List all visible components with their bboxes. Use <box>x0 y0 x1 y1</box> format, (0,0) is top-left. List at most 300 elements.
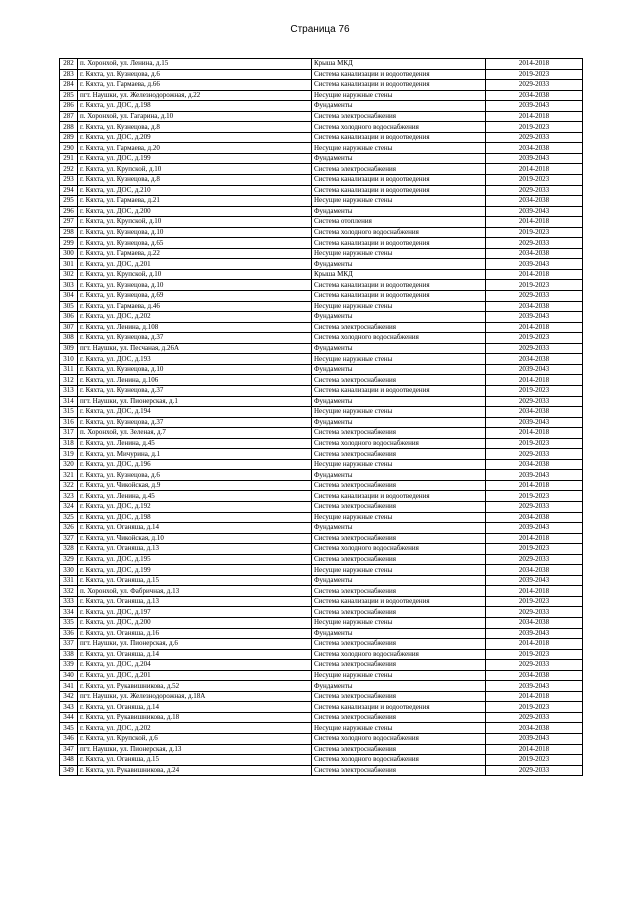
address-cell: г. Кяхта, ул. ДОС, д.200 <box>78 617 312 628</box>
address-cell: г. Кяхта, ул. ДОС, д.209 <box>78 132 312 143</box>
address-cell: пгт. Наушки, ул. Песчаная, д.26А <box>78 343 312 354</box>
table-row <box>60 691 583 702</box>
address-cell: г. Кяхта, ул. ДОС, д.202 <box>78 723 312 734</box>
period-cell: 2039-2043 <box>486 681 583 692</box>
table-row <box>60 765 583 776</box>
system-cell: Фундаменты <box>312 259 486 270</box>
period-cell: 2034-2038 <box>486 301 583 312</box>
address-cell: г. Кяхта, ул. ДОС, д.195 <box>78 554 312 565</box>
period-cell: 2039-2043 <box>486 417 583 428</box>
period-cell: 2014-2018 <box>486 639 583 650</box>
table-row <box>60 111 583 122</box>
system-cell: Система канализации и водоотведения <box>312 69 486 80</box>
address-cell: г. Кяхта, ул. Кузнецова, д.37 <box>78 417 312 428</box>
table-row <box>60 375 583 386</box>
address-cell: г. Кяхта, ул. Ленина, д.108 <box>78 322 312 333</box>
address-cell: п. Хоронхой, ул. Ленина, д.15 <box>78 59 312 70</box>
address-cell: г. Кяхта, ул. Кузнецова, д.37 <box>78 333 312 344</box>
period-cell: 2029-2033 <box>486 291 583 302</box>
system-cell: Система холодного водоснабжения <box>312 333 486 344</box>
address-cell: г. Кяхта, ул. Оганяша, д.14 <box>78 702 312 713</box>
period-cell: 2039-2043 <box>486 312 583 323</box>
system-cell: Крыша МКД <box>312 59 486 70</box>
table-row <box>60 312 583 323</box>
system-cell: Несущие наружные стены <box>312 617 486 628</box>
table-row <box>60 59 583 70</box>
address-cell: пгт. Наушки, ул. Пионерская, д.1 <box>78 396 312 407</box>
period-cell: 2014-2018 <box>486 269 583 280</box>
system-cell: Несущие наружные стены <box>312 723 486 734</box>
system-cell: Фундаменты <box>312 312 486 323</box>
table-row <box>60 459 583 470</box>
period-cell: 2034-2038 <box>486 670 583 681</box>
address-cell: г. Кяхта, ул. Гармаева, д.46 <box>78 301 312 312</box>
row-number-cell: 304 <box>60 291 78 302</box>
period-cell: 2014-2018 <box>486 322 583 333</box>
address-cell: пгт. Наушки, ул. Железнодорожная, д.22 <box>78 90 312 101</box>
table-row <box>60 90 583 101</box>
system-cell: Система электроснабжения <box>312 765 486 776</box>
system-cell: Фундаменты <box>312 206 486 217</box>
system-cell: Система холодного водоснабжения <box>312 755 486 766</box>
period-cell: 2014-2018 <box>486 59 583 70</box>
row-number-cell: 303 <box>60 280 78 291</box>
row-number-cell: 339 <box>60 660 78 671</box>
row-number-cell: 289 <box>60 132 78 143</box>
row-number-cell: 316 <box>60 417 78 428</box>
row-number-cell: 334 <box>60 607 78 618</box>
row-number-cell: 284 <box>60 80 78 91</box>
address-cell: г. Кяхта, ул. ДОС, д.198 <box>78 101 312 112</box>
period-cell: 2029-2033 <box>486 80 583 91</box>
system-cell: Система канализации и водоотведения <box>312 291 486 302</box>
table-row <box>60 723 583 734</box>
row-number-cell: 309 <box>60 343 78 354</box>
system-cell: Система канализации и водоотведения <box>312 702 486 713</box>
address-cell: г. Кяхта, ул. Ленина, д.106 <box>78 375 312 386</box>
period-cell: 2039-2043 <box>486 575 583 586</box>
table-row <box>60 364 583 375</box>
table-row <box>60 132 583 143</box>
address-cell: г. Кяхта, ул. Крупской, д.10 <box>78 269 312 280</box>
address-cell: г. Кяхта, ул. ДОС, д.194 <box>78 407 312 418</box>
table-row <box>60 238 583 249</box>
period-cell: 2019-2023 <box>486 596 583 607</box>
period-cell: 2039-2043 <box>486 628 583 639</box>
table-row <box>60 153 583 164</box>
period-cell: 2019-2023 <box>486 122 583 133</box>
system-cell: Крыша МКД <box>312 269 486 280</box>
address-cell: г. Кяхта, ул. Оганяша, д.14 <box>78 649 312 660</box>
period-cell: 2039-2043 <box>486 206 583 217</box>
table-row <box>60 280 583 291</box>
system-cell: Система канализации и водоотведения <box>312 238 486 249</box>
address-cell: г. Кяхта, ул. ДОС, д.196 <box>78 459 312 470</box>
system-cell: Система электроснабжения <box>312 449 486 460</box>
system-cell: Система электроснабжения <box>312 691 486 702</box>
table-row <box>60 396 583 407</box>
system-cell: Несущие наружные стены <box>312 565 486 576</box>
row-number-cell: 320 <box>60 459 78 470</box>
system-cell: Система канализации и водоотведения <box>312 132 486 143</box>
period-cell: 2034-2038 <box>486 90 583 101</box>
row-number-cell: 288 <box>60 122 78 133</box>
address-cell: г. Кяхта, ул. Гармаева, д.21 <box>78 196 312 207</box>
row-number-cell: 287 <box>60 111 78 122</box>
period-cell: 2029-2033 <box>486 765 583 776</box>
table-row <box>60 554 583 565</box>
row-number-cell: 283 <box>60 69 78 80</box>
system-cell: Система канализации и водоотведения <box>312 280 486 291</box>
period-cell: 2029-2033 <box>486 660 583 671</box>
period-cell: 2019-2023 <box>486 755 583 766</box>
table-row <box>60 185 583 196</box>
row-number-cell: 308 <box>60 333 78 344</box>
system-cell: Система холодного водоснабжения <box>312 544 486 555</box>
row-number-cell: 325 <box>60 512 78 523</box>
system-cell: Система отопления <box>312 217 486 228</box>
period-cell: 2039-2043 <box>486 470 583 481</box>
system-cell: Несущие наружные стены <box>312 143 486 154</box>
period-cell: 2014-2018 <box>486 164 583 175</box>
period-cell: 2014-2018 <box>486 586 583 597</box>
table-row <box>60 617 583 628</box>
system-cell: Система электроснабжения <box>312 607 486 618</box>
system-cell: Система электроснабжения <box>312 164 486 175</box>
system-cell: Система электроснабжения <box>312 712 486 723</box>
table-row <box>60 175 583 186</box>
table-row <box>60 512 583 523</box>
address-cell: г. Кяхта, ул. Кузнецова, д.8 <box>78 122 312 133</box>
period-cell: 2029-2033 <box>486 607 583 618</box>
row-number-cell: 326 <box>60 523 78 534</box>
table-row <box>60 712 583 723</box>
page-title: Страница 76 <box>290 24 350 35</box>
row-number-cell: 324 <box>60 501 78 512</box>
table-row <box>60 660 583 671</box>
period-cell: 2034-2038 <box>486 723 583 734</box>
row-number-cell: 341 <box>60 681 78 692</box>
row-number-cell: 343 <box>60 702 78 713</box>
address-cell: г. Кяхта, ул. Рукавишникова, д.24 <box>78 765 312 776</box>
row-number-cell: 323 <box>60 491 78 502</box>
period-cell: 2029-2033 <box>486 238 583 249</box>
system-cell: Несущие наружные стены <box>312 248 486 259</box>
period-cell: 2029-2033 <box>486 343 583 354</box>
period-cell: 2034-2038 <box>486 196 583 207</box>
period-cell: 2039-2043 <box>486 259 583 270</box>
address-cell: г. Кяхта, ул. Кузнецова, д.6 <box>78 470 312 481</box>
address-cell: г. Кяхта, ул. Ленина, д.45 <box>78 438 312 449</box>
table-row <box>60 639 583 650</box>
period-cell: 2039-2043 <box>486 153 583 164</box>
address-cell: г. Кяхта, ул. Рукавишникова, д.52 <box>78 681 312 692</box>
table-row <box>60 122 583 133</box>
row-number-cell: 292 <box>60 164 78 175</box>
table-row <box>60 69 583 80</box>
row-number-cell: 291 <box>60 153 78 164</box>
period-cell: 2019-2023 <box>486 544 583 555</box>
system-cell: Несущие наружные стены <box>312 90 486 101</box>
row-number-cell: 286 <box>60 101 78 112</box>
address-cell: п. Хоронхой, ул. Гагарина, д.10 <box>78 111 312 122</box>
period-cell: 2034-2038 <box>486 565 583 576</box>
system-cell: Система электроснабжения <box>312 480 486 491</box>
system-cell: Система электроснабжения <box>312 375 486 386</box>
period-cell: 2019-2023 <box>486 438 583 449</box>
row-number-cell: 347 <box>60 744 78 755</box>
table-body <box>60 59 583 776</box>
row-number-cell: 294 <box>60 185 78 196</box>
address-cell: пгт. Наушки, ул. Пионерская, д.13 <box>78 744 312 755</box>
period-cell: 2034-2038 <box>486 143 583 154</box>
table-row <box>60 143 583 154</box>
table-row <box>60 491 583 502</box>
row-number-cell: 327 <box>60 533 78 544</box>
period-cell: 2029-2033 <box>486 185 583 196</box>
table-row <box>60 533 583 544</box>
period-cell: 2029-2033 <box>486 396 583 407</box>
table-row <box>60 575 583 586</box>
address-cell: г. Кяхта, ул. Чикойская, д.9 <box>78 480 312 491</box>
system-cell: Несущие наружные стены <box>312 301 486 312</box>
table-row <box>60 702 583 713</box>
table-row <box>60 734 583 745</box>
row-number-cell: 335 <box>60 617 78 628</box>
row-number-cell: 285 <box>60 90 78 101</box>
row-number-cell: 337 <box>60 639 78 650</box>
row-number-cell: 340 <box>60 670 78 681</box>
period-cell: 2014-2018 <box>486 428 583 439</box>
system-cell: Система холодного водоснабжения <box>312 438 486 449</box>
system-cell: Система электроснабжения <box>312 501 486 512</box>
row-number-cell: 332 <box>60 586 78 597</box>
row-number-cell: 331 <box>60 575 78 586</box>
table-row <box>60 681 583 692</box>
period-cell: 2014-2018 <box>486 375 583 386</box>
system-cell: Система холодного водоснабжения <box>312 649 486 660</box>
system-cell: Система электроснабжения <box>312 744 486 755</box>
table-row <box>60 407 583 418</box>
period-cell: 2039-2043 <box>486 523 583 534</box>
address-cell: г. Кяхта, ул. Оганяша, д.15 <box>78 755 312 766</box>
address-cell: п. Хоронхой, ул. Фабричная, д.13 <box>78 586 312 597</box>
address-cell: г. Кяхта, ул. ДОС, д.210 <box>78 185 312 196</box>
period-cell: 2014-2018 <box>486 744 583 755</box>
address-cell: г. Кяхта, ул. Кузнецова, д.10 <box>78 280 312 291</box>
table-row <box>60 101 583 112</box>
row-number-cell: 307 <box>60 322 78 333</box>
system-cell: Система канализации и водоотведения <box>312 491 486 502</box>
address-cell: пгт. Наушки, ул. Пионерская, д.6 <box>78 639 312 650</box>
system-cell: Система канализации и водоотведения <box>312 596 486 607</box>
address-cell: г. Кяхта, ул. Кузнецова, д.6 <box>78 69 312 80</box>
row-number-cell: 329 <box>60 554 78 565</box>
table-row <box>60 269 583 280</box>
table-row <box>60 628 583 639</box>
address-cell: г. Кяхта, ул. Крупской, д.10 <box>78 217 312 228</box>
system-cell: Система холодного водоснабжения <box>312 122 486 133</box>
system-cell: Система электроснабжения <box>312 428 486 439</box>
row-number-cell: 300 <box>60 248 78 259</box>
table-row <box>60 649 583 660</box>
row-number-cell: 318 <box>60 438 78 449</box>
table-row <box>60 227 583 238</box>
system-cell: Фундаменты <box>312 417 486 428</box>
table-row <box>60 480 583 491</box>
system-cell: Несущие наружные стены <box>312 459 486 470</box>
row-number-cell: 330 <box>60 565 78 576</box>
table-row <box>60 523 583 534</box>
row-number-cell: 313 <box>60 385 78 396</box>
address-cell: г. Кяхта, ул. ДОС, д.198 <box>78 512 312 523</box>
table-row <box>60 333 583 344</box>
row-number-cell: 348 <box>60 755 78 766</box>
row-number-cell: 295 <box>60 196 78 207</box>
table-row <box>60 744 583 755</box>
address-cell: г. Кяхта, ул. ДОС, д.204 <box>78 660 312 671</box>
system-cell: Фундаменты <box>312 343 486 354</box>
table-row <box>60 259 583 270</box>
table-row <box>60 565 583 576</box>
row-number-cell: 297 <box>60 217 78 228</box>
period-cell: 2014-2018 <box>486 111 583 122</box>
table-row <box>60 291 583 302</box>
address-cell: г. Кяхта, ул. Чикойская, д.10 <box>78 533 312 544</box>
period-cell: 2019-2023 <box>486 333 583 344</box>
period-cell: 2019-2023 <box>486 649 583 660</box>
period-cell: 2014-2018 <box>486 691 583 702</box>
address-cell: г. Кяхта, ул. Ленина, д.45 <box>78 491 312 502</box>
system-cell: Фундаменты <box>312 575 486 586</box>
system-cell: Система холодного водоснабжения <box>312 734 486 745</box>
row-number-cell: 349 <box>60 765 78 776</box>
address-cell: г. Кяхта, ул. Рукавишникова, д.18 <box>78 712 312 723</box>
system-cell: Фундаменты <box>312 396 486 407</box>
period-cell: 2029-2033 <box>486 132 583 143</box>
system-cell: Фундаменты <box>312 628 486 639</box>
period-cell: 2014-2018 <box>486 217 583 228</box>
row-number-cell: 293 <box>60 175 78 186</box>
table-row <box>60 417 583 428</box>
period-cell: 2019-2023 <box>486 69 583 80</box>
row-number-cell: 346 <box>60 734 78 745</box>
table-row <box>60 607 583 618</box>
address-cell: г. Кяхта, ул. Кузнецова, д.10 <box>78 227 312 238</box>
system-cell: Система канализации и водоотведения <box>312 80 486 91</box>
table-row <box>60 217 583 228</box>
system-cell: Система электроснабжения <box>312 586 486 597</box>
row-number-cell: 321 <box>60 470 78 481</box>
row-number-cell: 311 <box>60 364 78 375</box>
table-row <box>60 248 583 259</box>
address-cell: г. Кяхта, ул. Оганяша, д.16 <box>78 628 312 639</box>
address-cell: г. Кяхта, ул. Гармаева, д.22 <box>78 248 312 259</box>
address-cell: г. Кяхта, ул. ДОС, д.202 <box>78 312 312 323</box>
table-row <box>60 343 583 354</box>
period-cell: 2034-2038 <box>486 407 583 418</box>
period-cell: 2014-2018 <box>486 480 583 491</box>
address-cell: г. Кяхта, ул. ДОС, д.201 <box>78 259 312 270</box>
address-cell: п. Хоронхой, ул. Зеленая, д.7 <box>78 428 312 439</box>
address-cell: г. Кяхта, ул. Оганяша, д.13 <box>78 544 312 555</box>
row-number-cell: 310 <box>60 354 78 365</box>
address-cell: г. Кяхта, ул. Кузнецова, д.8 <box>78 175 312 186</box>
row-number-cell: 301 <box>60 259 78 270</box>
system-cell: Фундаменты <box>312 681 486 692</box>
address-cell: г. Кяхта, ул. Крупской, д.6 <box>78 734 312 745</box>
table-row <box>60 438 583 449</box>
row-number-cell: 305 <box>60 301 78 312</box>
address-cell: г. Кяхта, ул. Гармаева, д.66 <box>78 80 312 91</box>
address-cell: г. Кяхта, ул. ДОС, д.197 <box>78 607 312 618</box>
row-number-cell: 342 <box>60 691 78 702</box>
row-number-cell: 336 <box>60 628 78 639</box>
row-number-cell: 299 <box>60 238 78 249</box>
table-row <box>60 164 583 175</box>
system-cell: Система холодного водоснабжения <box>312 227 486 238</box>
row-number-cell: 315 <box>60 407 78 418</box>
row-number-cell: 319 <box>60 449 78 460</box>
address-cell: г. Кяхта, ул. Оганяша, д.14 <box>78 523 312 534</box>
period-cell: 2029-2033 <box>486 501 583 512</box>
system-cell: Фундаменты <box>312 364 486 375</box>
table-row <box>60 449 583 460</box>
address-cell: пгт. Наушки, ул. Железнодорожная, д.18А <box>78 691 312 702</box>
address-cell: г. Кяхта, ул. Крупской, д.10 <box>78 164 312 175</box>
row-number-cell: 290 <box>60 143 78 154</box>
row-number-cell: 302 <box>60 269 78 280</box>
table-row <box>60 501 583 512</box>
period-cell: 2039-2043 <box>486 364 583 375</box>
system-cell: Фундаменты <box>312 470 486 481</box>
period-cell: 2034-2038 <box>486 617 583 628</box>
table-row <box>60 196 583 207</box>
table-row <box>60 322 583 333</box>
row-number-cell: 344 <box>60 712 78 723</box>
system-cell: Система электроснабжения <box>312 660 486 671</box>
period-cell: 2039-2043 <box>486 734 583 745</box>
row-number-cell: 314 <box>60 396 78 407</box>
row-number-cell: 317 <box>60 428 78 439</box>
repair-schedule-table <box>59 58 583 776</box>
period-cell: 2014-2018 <box>486 533 583 544</box>
period-cell: 2039-2043 <box>486 101 583 112</box>
system-cell: Система канализации и водоотведения <box>312 185 486 196</box>
row-number-cell: 298 <box>60 227 78 238</box>
address-cell: г. Кяхта, ул. Мичурина, д.1 <box>78 449 312 460</box>
period-cell: 2019-2023 <box>486 702 583 713</box>
table-row <box>60 596 583 607</box>
address-cell: г. Кяхта, ул. ДОС, д.199 <box>78 153 312 164</box>
table-row <box>60 670 583 681</box>
table-row <box>60 206 583 217</box>
address-cell: г. Кяхта, ул. ДОС, д.201 <box>78 670 312 681</box>
table-row <box>60 301 583 312</box>
address-cell: г. Кяхта, ул. ДОС, д.199 <box>78 565 312 576</box>
period-cell: 2019-2023 <box>486 491 583 502</box>
system-cell: Фундаменты <box>312 101 486 112</box>
address-cell: г. Кяхта, ул. Кузнецова, д.69 <box>78 291 312 302</box>
row-number-cell: 338 <box>60 649 78 660</box>
row-number-cell: 328 <box>60 544 78 555</box>
period-cell: 2019-2023 <box>486 280 583 291</box>
table-row <box>60 385 583 396</box>
address-cell: г. Кяхта, ул. Гармаева, д.20 <box>78 143 312 154</box>
row-number-cell: 345 <box>60 723 78 734</box>
system-cell: Система электроснабжения <box>312 322 486 333</box>
row-number-cell: 333 <box>60 596 78 607</box>
